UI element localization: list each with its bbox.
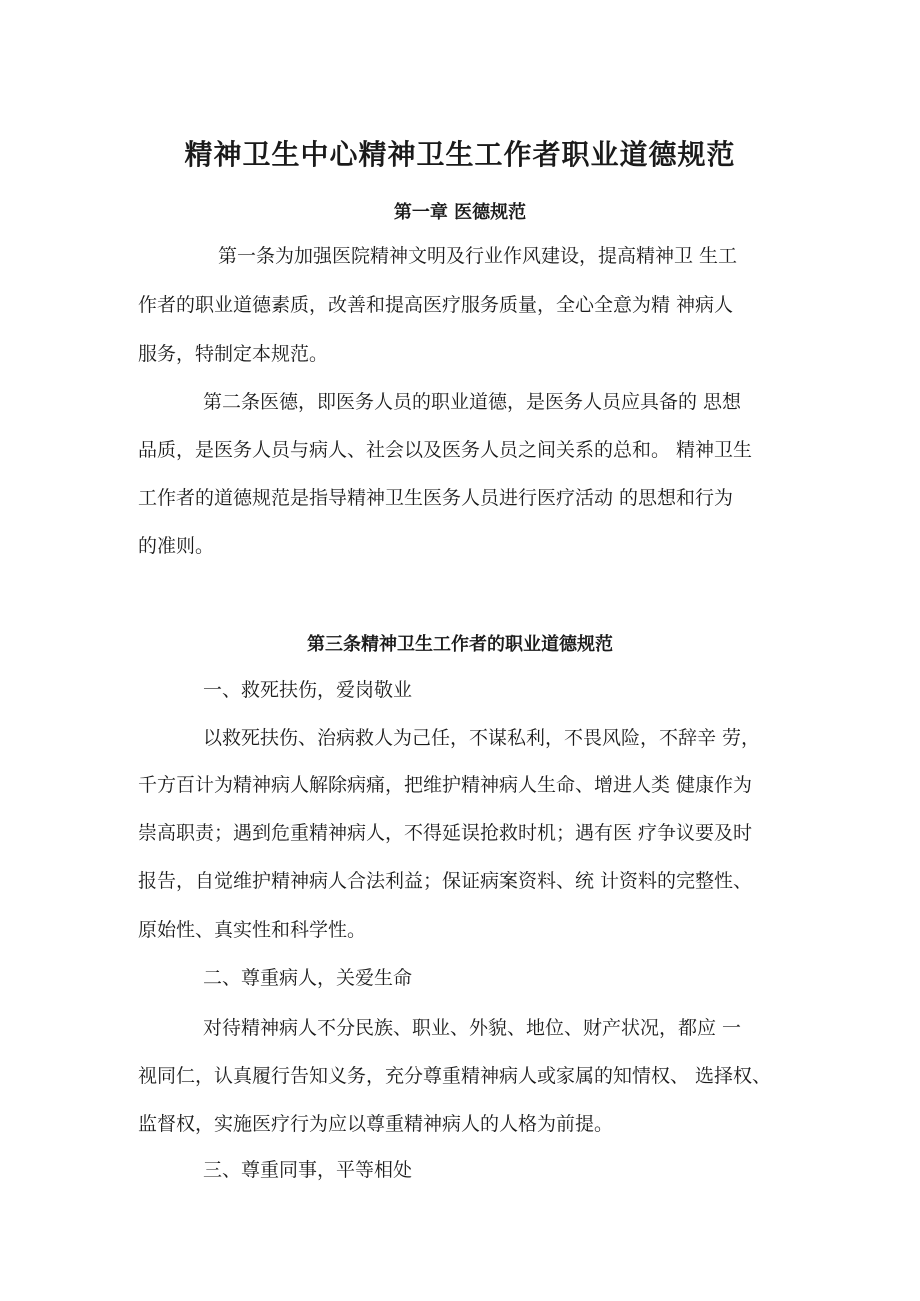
section2-heading: 二、尊重病人，关爱生命 [203,967,413,989]
article2-line-2: 品质，是医务人员与病人、社会以及医务人员之间关系的总和。 精神卫生 [138,439,753,461]
section1-line-1: 以救死扶伤、治病救人为己任，不谋私利，不畏风险，不辞辛 劳， [203,727,761,749]
article2-line-1: 第二条医德，即医务人员的职业道德，是医务人员应具备的 思想 [203,391,742,413]
article1-line-2: 作者的职业道德素质，改善和提高医疗服务质量，全心全意为精 神病人 [138,294,734,316]
document-title: 精神卫生中心精神卫生工作者职业道德规范 [184,138,736,171]
section1-line-4: 报告，自觉维护精神病人合法利益；保证病案资料、统 计资料的完整性、 [138,870,753,892]
section1-line-3: 崇高职责；遇到危重精神病人，不得延误抢救时机；遇有医 疗争议要及时 [138,822,753,844]
article1-line-3: 服务，特制定本规范。 [138,343,329,365]
chapter-heading: 第一章 医德规范 [393,202,527,223]
section2-line-2: 视同仁，认真履行告知义务，充分尊重精神病人或家属的知情权、 选择权、 [138,1065,772,1087]
section3-heading: 三、尊重同事，平等相处 [203,1159,413,1181]
section2-line-1: 对待精神病人不分民族、职业、外貌、地位、财产状况，都应 一 [203,1017,742,1039]
article2-line-4: 的准则。 [138,535,215,557]
article1-line-1: 第一条为加强医院精神文明及行业作风建设，提高精神卫 生工 [218,245,738,267]
section2-line-3: 监督权，实施医疗行为应以尊重精神病人的人格为前提。 [138,1113,614,1135]
section1-line-2: 千方百计为精神病人解除病痛，把维护精神病人生命、增进人类 健康作为 [138,774,753,796]
section1-line-5: 原始性、真实性和科学性。 [138,919,367,941]
article2-line-3: 工作者的道德规范是指导精神卫生医务人员进行医疗活动 的思想和行为 [138,487,734,509]
article3-heading: 第三条精神卫生工作者的职业道德规范 [307,634,613,655]
section1-heading: 一、救死扶伤，爱岗敬业 [203,679,413,701]
